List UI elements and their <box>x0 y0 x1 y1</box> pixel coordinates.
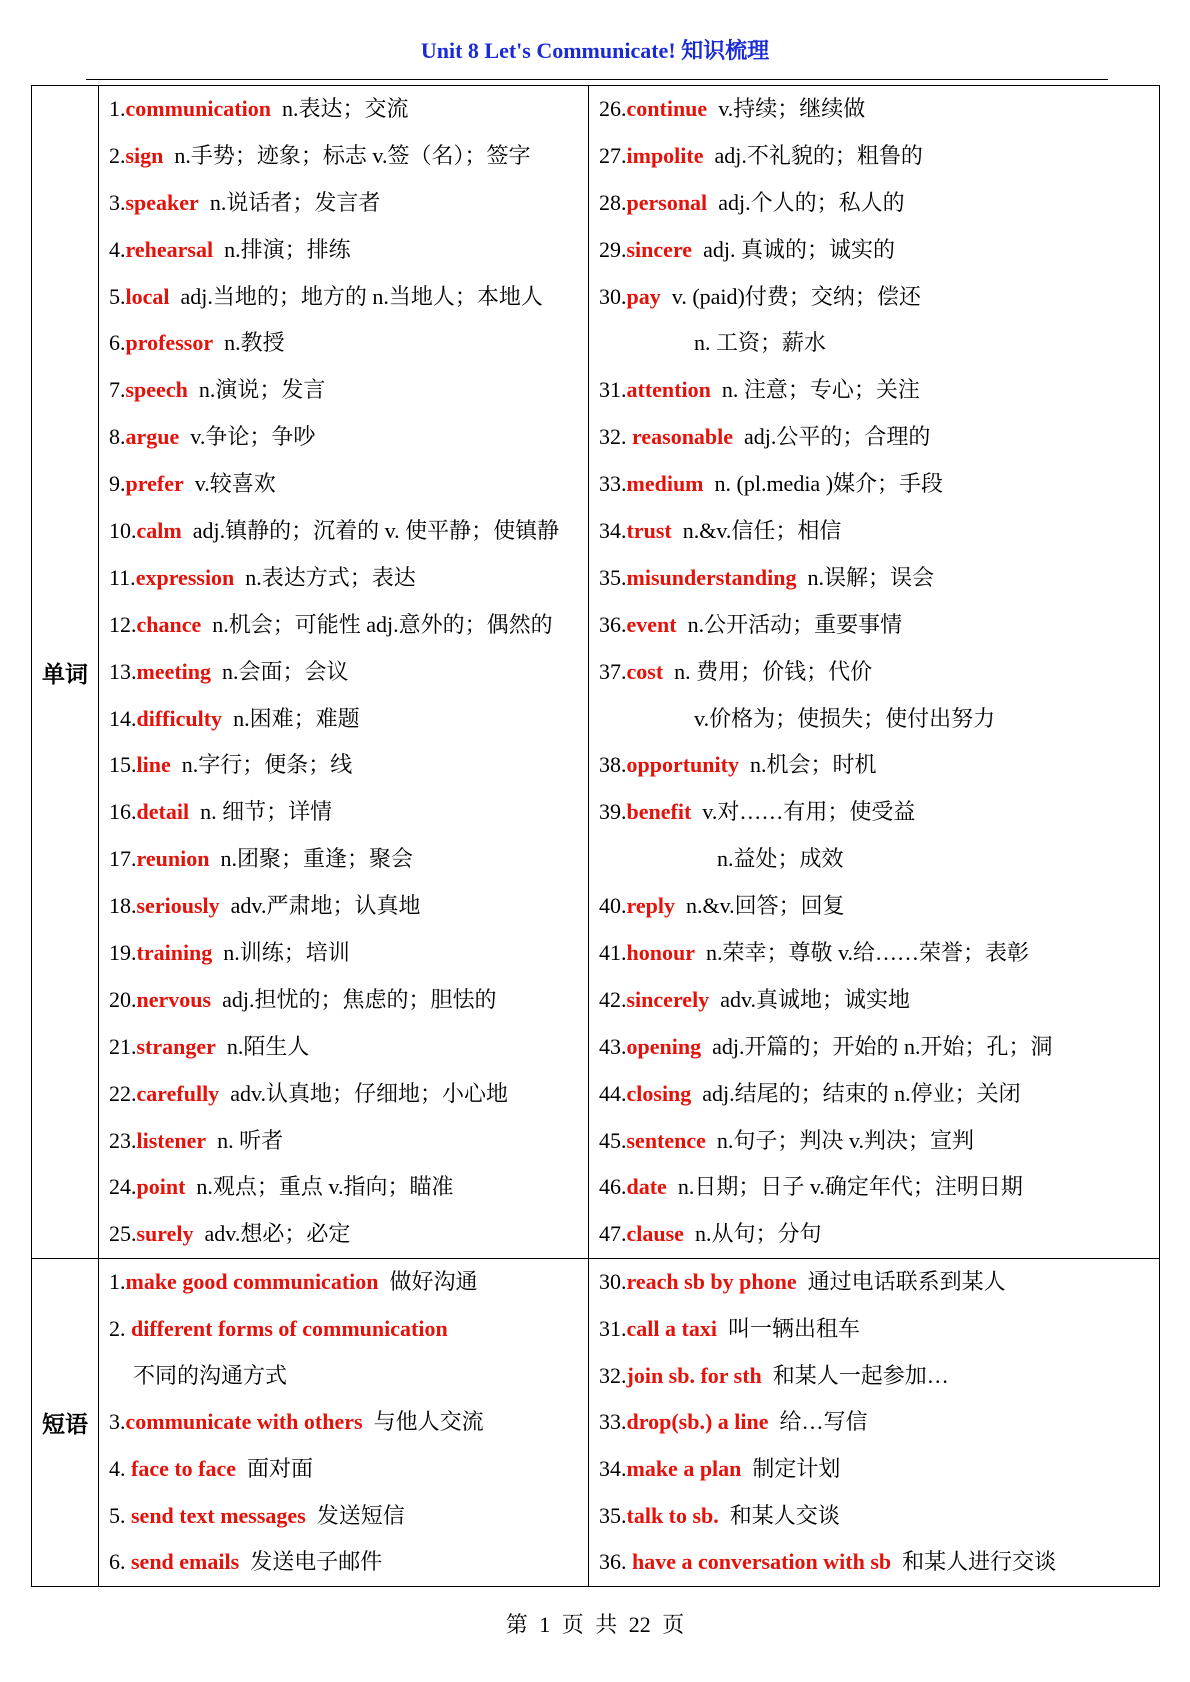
item-term: opportunity <box>626 752 739 778</box>
item-definition: n.手势；迹象；标志 v.签（名）；签字 <box>174 142 531 168</box>
vocabulary-row <box>599 274 1159 321</box>
item-definition: v.较喜欢 <box>194 471 276 497</box>
item-term: personal <box>626 189 708 215</box>
item-number: 18. <box>109 893 137 919</box>
item-term: cost <box>626 658 664 684</box>
item-definition: adj.不礼貌的；粗鲁的 <box>714 142 923 168</box>
item-number: 39. <box>599 799 627 825</box>
item-number: 1. <box>109 1269 126 1295</box>
item-number: 5. <box>109 1502 131 1528</box>
item-definition: n.教授 <box>224 330 285 356</box>
vocabulary-row <box>599 86 1159 133</box>
item-definition: n.&v.回答；回复 <box>685 893 845 919</box>
item-definition: adj. 真诚的；诚实的 <box>703 236 895 262</box>
item-term: training <box>136 940 213 966</box>
item-definition: 和某人交谈 <box>729 1502 840 1528</box>
vocabulary-row <box>599 1164 1159 1211</box>
item-definition: 做好沟通 <box>389 1269 478 1295</box>
item-definition: n. 费用；价钱；代价 <box>674 658 873 684</box>
item-definition: n.句子；判决 v.判决；宣判 <box>716 1127 974 1153</box>
item-term: attention <box>626 377 711 403</box>
item-definition: n.日期；日子 v.确定年代；注明日期 <box>677 1174 1023 1200</box>
item-definition: n.排演；排练 <box>224 236 351 262</box>
vocabulary-row <box>109 742 588 789</box>
item-number: 7. <box>109 377 126 403</box>
item-definition: 叫一辆出租车 <box>727 1315 860 1341</box>
item-term: talk to sb. <box>626 1502 719 1528</box>
vocabulary-row <box>109 1211 588 1258</box>
item-term: point <box>136 1174 186 1200</box>
phrase-row <box>109 1399 588 1446</box>
vocabulary-row <box>109 508 588 555</box>
vocabulary-row <box>599 461 1159 508</box>
vocabulary-row <box>599 227 1159 274</box>
item-term: drop(sb.) a line <box>626 1409 769 1435</box>
vocabulary-row <box>109 274 588 321</box>
item-definition: n.误解；误会 <box>807 564 934 590</box>
item-definition: adj.个人的；私人的 <box>718 189 905 215</box>
phrase-row <box>109 1259 588 1306</box>
title-divider <box>86 79 1108 80</box>
item-number: 13. <box>109 658 137 684</box>
vocabulary-row <box>599 930 1159 977</box>
item-number: 3. <box>109 189 126 215</box>
vocabulary-row <box>599 696 1159 743</box>
words-left-column <box>99 86 589 1259</box>
item-term: make a plan <box>626 1456 742 1482</box>
vocabulary-row <box>599 508 1159 555</box>
item-number: 26. <box>599 96 627 121</box>
document-title: Unit 8 Let's Communicate! 知识梳理 <box>420 38 770 63</box>
vocabulary-row <box>109 836 588 883</box>
vocabulary-table <box>31 85 1160 1587</box>
phrase-row <box>109 1353 588 1400</box>
item-number: 30. <box>599 1269 627 1295</box>
item-term: rehearsal <box>125 236 214 262</box>
item-definition: 发送电子邮件 <box>250 1549 383 1575</box>
item-definition: n.从句；分句 <box>694 1221 822 1247</box>
vocabulary-row <box>599 602 1159 649</box>
item-term: argue <box>125 424 180 450</box>
item-term: listener <box>136 1127 207 1153</box>
item-number: 11. <box>109 564 136 590</box>
item-number: 32. <box>599 1362 627 1388</box>
item-definition: 和某人进行交谈 <box>902 1549 1057 1575</box>
item-definition: n.荣幸；尊敬 v.给……荣誉；表彰 <box>705 940 1030 966</box>
item-term: pay <box>626 283 661 309</box>
item-term: send text messages <box>131 1502 306 1528</box>
item-term: detail <box>136 799 190 825</box>
vocabulary-row <box>599 742 1159 789</box>
item-definition: n.会面；会议 <box>222 658 349 684</box>
item-definition: v.持续；继续做 <box>718 96 866 121</box>
page-number: 第 1 页 共 22 页 <box>505 1612 685 1637</box>
item-number: 22. <box>109 1080 137 1106</box>
item-definition: 通过电话联系到某人 <box>807 1269 1006 1295</box>
vocabulary-row <box>599 414 1159 461</box>
item-definition: n. 听者 <box>217 1127 284 1153</box>
vocabulary-row <box>109 555 588 602</box>
phrase-row <box>109 1493 588 1540</box>
item-number: 30. <box>599 283 627 309</box>
item-term: clause <box>626 1221 684 1247</box>
vocabulary-row <box>109 789 588 836</box>
item-definition: adj.公平的；合理的 <box>744 424 931 450</box>
item-number: 6. <box>109 1549 131 1575</box>
vocabulary-row <box>109 86 588 133</box>
item-definition: 面对面 <box>247 1456 314 1482</box>
vocabulary-row <box>599 1024 1159 1071</box>
item-term: call a taxi <box>626 1315 717 1341</box>
item-definition: adj.结尾的；结束的 n.停业；关闭 <box>702 1080 1021 1106</box>
item-number: 40. <box>599 893 627 919</box>
item-term: send emails <box>131 1549 240 1575</box>
vocabulary-row <box>599 977 1159 1024</box>
item-definition: n.陌生人 <box>226 1033 310 1059</box>
item-definition: adj.开篇的；开始的 n.开始；孔；洞 <box>712 1033 1053 1059</box>
phrase-row <box>599 1539 1159 1586</box>
item-term: reach sb by phone <box>626 1269 797 1295</box>
item-number: 27. <box>599 142 627 168</box>
vocabulary-row <box>599 649 1159 696</box>
item-definition: n.表达；交流 <box>281 96 409 121</box>
item-number: 42. <box>599 986 627 1012</box>
item-definition: adv.真诚地；诚实地 <box>720 986 911 1012</box>
phrases-right-column <box>589 1259 1160 1587</box>
item-term: sign <box>125 142 164 168</box>
vocabulary-row <box>109 1118 588 1165</box>
item-term: sentence <box>626 1127 706 1153</box>
item-term: surely <box>136 1221 194 1247</box>
item-term: professor <box>125 330 214 356</box>
vocabulary-row <box>599 555 1159 602</box>
item-definition: 不同的沟通方式 <box>133 1362 288 1388</box>
item-number: 1. <box>109 96 126 121</box>
item-number: 47. <box>599 1221 627 1247</box>
item-definition: adv.认真地；仔细地；小心地 <box>230 1080 509 1106</box>
item-number: 34. <box>599 518 627 544</box>
item-definition: adj.镇静的；沉着的 v. 使平静；使镇静 <box>192 518 560 544</box>
vocabulary-row <box>109 883 588 930</box>
item-number: 34. <box>599 1456 627 1482</box>
item-term: event <box>626 611 677 637</box>
item-term: closing <box>626 1080 692 1106</box>
item-number: 8. <box>109 424 126 450</box>
item-term: sincerely <box>626 986 710 1012</box>
item-number: 2. <box>109 1315 131 1341</box>
item-number: 3. <box>109 1409 126 1435</box>
phrase-row <box>109 1446 588 1493</box>
item-term: seriously <box>136 893 220 919</box>
item-number: 24. <box>109 1174 137 1200</box>
item-definition: 制定计划 <box>752 1456 841 1482</box>
item-term: speech <box>125 377 188 403</box>
item-term: communication <box>125 96 271 121</box>
item-number: 36. <box>599 1549 632 1575</box>
phrases-section <box>32 1259 1160 1587</box>
item-term: honour <box>626 940 695 966</box>
item-definition: 和某人一起参加… <box>772 1362 949 1388</box>
item-term: impolite <box>626 142 704 168</box>
item-definition: adv.严肃地；认真地 <box>230 893 421 919</box>
item-definition: v. (paid)付费；交纳；偿还 <box>671 283 921 309</box>
item-definition: n.观点；重点 v.指向；瞄准 <box>196 1174 454 1200</box>
item-term: medium <box>626 471 704 497</box>
item-number: 25. <box>109 1221 137 1247</box>
item-definition: n.团聚；重逢；聚会 <box>220 846 413 872</box>
item-definition: n.公开活动；重要事情 <box>687 611 903 637</box>
item-number: 33. <box>599 471 627 497</box>
phrase-row <box>599 1259 1159 1306</box>
vocabulary-row <box>599 320 1159 367</box>
item-number: 9. <box>109 471 126 497</box>
item-number: 35. <box>599 564 627 590</box>
item-term: chance <box>136 611 202 637</box>
item-definition: n. 工资；薪水 <box>694 330 827 356</box>
vocabulary-row <box>109 930 588 977</box>
vocabulary-row <box>599 1071 1159 1118</box>
item-term: continue <box>626 96 708 121</box>
item-number: 44. <box>599 1080 627 1106</box>
phrase-row <box>599 1446 1159 1493</box>
item-definition: adj.担忧的；焦虑的；胆怯的 <box>222 986 497 1012</box>
item-number: 23. <box>109 1127 137 1153</box>
item-term: calm <box>136 518 182 544</box>
vocabulary-row <box>109 133 588 180</box>
item-number: 46. <box>599 1174 627 1200</box>
vocabulary-row <box>599 883 1159 930</box>
item-number: 28. <box>599 189 627 215</box>
item-definition: n.演说；发言 <box>198 377 326 403</box>
item-number: 4. <box>109 236 126 262</box>
item-term: prefer <box>125 471 184 497</box>
item-definition: adv.想必；必定 <box>204 1221 351 1247</box>
item-number: 17. <box>109 846 137 872</box>
item-term: reasonable <box>632 424 734 450</box>
item-definition: n.字行；便条；线 <box>181 752 353 778</box>
item-number: 36. <box>599 611 627 637</box>
item-term: trust <box>626 518 672 544</box>
phrases-left-column <box>99 1259 589 1587</box>
item-number: 45. <box>599 1127 627 1153</box>
item-number: 35. <box>599 1502 627 1528</box>
item-definition: v.对……有用；使受益 <box>702 799 916 825</box>
item-term: face to face <box>131 1456 237 1482</box>
item-term: expression <box>135 564 235 590</box>
item-term: local <box>125 283 170 309</box>
item-number: 14. <box>109 705 137 731</box>
item-definition: n. 细节；详情 <box>200 799 333 825</box>
vocabulary-row <box>109 696 588 743</box>
vocabulary-row <box>599 836 1159 883</box>
item-definition: n.机会；时机 <box>749 752 877 778</box>
item-definition: n.机会；可能性 adj.意外的；偶然的 <box>212 611 553 637</box>
item-term: sincere <box>626 236 693 262</box>
phrase-row <box>109 1539 588 1586</box>
item-number: 16. <box>109 799 137 825</box>
item-definition: n. (pl.media )媒介；手段 <box>714 471 944 497</box>
vocabulary-row <box>109 1024 588 1071</box>
item-number: 31. <box>599 377 627 403</box>
phrase-row <box>599 1493 1159 1540</box>
item-term: carefully <box>136 1080 220 1106</box>
vocabulary-row <box>599 133 1159 180</box>
vocabulary-row <box>599 1118 1159 1165</box>
vocabulary-row <box>599 180 1159 227</box>
item-definition: 与他人交流 <box>373 1409 484 1435</box>
item-number: 21. <box>109 1033 137 1059</box>
item-definition: v.价格为；使损失；使付出努力 <box>694 705 996 731</box>
item-term: misunderstanding <box>626 564 797 590</box>
item-number: 32. <box>599 424 632 450</box>
item-number: 10. <box>109 518 137 544</box>
vocabulary-row <box>599 367 1159 414</box>
vocabulary-row <box>109 414 588 461</box>
item-definition: n.表达方式；表达 <box>245 564 416 590</box>
vocabulary-row <box>109 180 588 227</box>
item-number: 4. <box>109 1456 131 1482</box>
vocabulary-row <box>109 977 588 1024</box>
item-term: communicate with others <box>125 1409 363 1435</box>
item-number: 29. <box>599 236 627 262</box>
phrase-row <box>599 1353 1159 1400</box>
item-number: 38. <box>599 752 627 778</box>
words-right-column <box>589 86 1160 1259</box>
item-definition: n.困难；难题 <box>233 705 360 731</box>
item-number: 15. <box>109 752 137 778</box>
item-number: 19. <box>109 940 137 966</box>
item-definition: n.&v.信任；相信 <box>682 518 842 544</box>
item-term: have a conversation with sb <box>632 1549 892 1575</box>
vocabulary-row <box>109 320 588 367</box>
item-number: 43. <box>599 1033 627 1059</box>
item-definition: n. 注意；专心；关注 <box>721 377 920 403</box>
phrases-section-label: 短语 <box>32 1259 99 1587</box>
phrase-row <box>599 1399 1159 1446</box>
item-number: 20. <box>109 986 137 1012</box>
item-number: 5. <box>109 283 126 309</box>
vocabulary-row <box>109 602 588 649</box>
words-section <box>32 86 1160 1259</box>
vocabulary-row <box>109 227 588 274</box>
item-term: difficulty <box>136 705 223 731</box>
item-definition: adj.当地的；地方的 n.当地人；本地人 <box>180 283 543 309</box>
item-definition: n.益处；成效 <box>717 846 844 872</box>
item-term: line <box>136 752 171 778</box>
item-term: make good communication <box>125 1269 379 1295</box>
item-definition: 发送短信 <box>316 1502 405 1528</box>
item-definition: n.训练；培训 <box>223 940 350 966</box>
phrase-row <box>109 1306 588 1353</box>
item-number: 2. <box>109 142 126 168</box>
item-term: nervous <box>136 986 212 1012</box>
item-definition: n.说话者；发言者 <box>209 189 381 215</box>
vocabulary-row <box>109 461 588 508</box>
item-term: speaker <box>125 189 199 215</box>
item-term: different forms of communication <box>131 1315 448 1341</box>
item-term: date <box>626 1174 667 1200</box>
vocabulary-row <box>109 649 588 696</box>
item-definition: 给…写信 <box>779 1409 868 1435</box>
item-number: 31. <box>599 1315 627 1341</box>
item-number: 41. <box>599 940 627 966</box>
words-section-label: 单词 <box>32 86 99 1259</box>
item-number: 33. <box>599 1409 627 1435</box>
item-term: join sb. for sth <box>626 1362 762 1388</box>
item-definition: v.争论；争吵 <box>190 424 316 450</box>
item-number: 37. <box>599 658 627 684</box>
item-number: 12. <box>109 611 137 637</box>
vocabulary-row <box>109 367 588 414</box>
item-number: 6. <box>109 330 126 356</box>
vocabulary-row <box>109 1164 588 1211</box>
phrase-row <box>599 1306 1159 1353</box>
vocabulary-row <box>599 1211 1159 1258</box>
vocabulary-row <box>109 1071 588 1118</box>
item-term: stranger <box>136 1033 216 1059</box>
item-term: reunion <box>136 846 210 872</box>
item-term: reply <box>626 893 675 919</box>
item-term: benefit <box>626 799 692 825</box>
item-term: meeting <box>136 658 212 684</box>
item-term: opening <box>626 1033 702 1059</box>
vocabulary-row <box>599 789 1159 836</box>
